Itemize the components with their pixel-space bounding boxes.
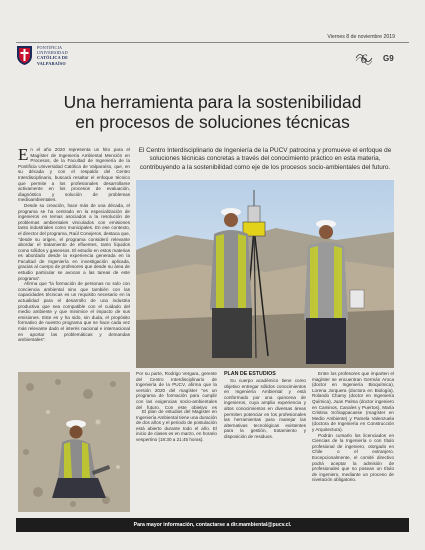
article-standfirst: El Centro Interdisciplinario de Ingeniería de la PUCV patrocina y promueve el enfoque de soluciones técnicas concretas a través del conocimiento práctico en esta materia, contribuyendo a la sostenibilidad como eje de los procesos socio-ambientales del futuro.: [138, 147, 392, 171]
contact-footer: Para mayor información, contactarse a dir.mambiental@pucv.cl.: [16, 518, 409, 532]
plan-heading: PLAN DE ESTUDIOS: [224, 371, 276, 377]
article-column-2-top: Por su parte, Rodrigo Vergara, gerente del Centro Interdisciplinario de Ingeniería de la PUCV, afirma que la versión 2020 del magíster "es un programa de formación para cumplir con las exigencias socio-ambientales del futuro. Con este objetivo es: [136, 371, 217, 409]
section-logo-icon: [354, 49, 374, 67]
article-headline: Una herramienta para la sostenibilidad en procesos de soluciones técnicas: [63, 92, 362, 132]
header-date: Viernes 8 de noviembre 2019: [327, 34, 395, 40]
pucv-logo: [16, 42, 76, 70]
article-column-2: El plan de estudios del Magíster en Ingeniería Ambiental tiene una duración de dos años y el periodo de postulación está abierto durante todo el año. El inicio de clases es en marzo, en horario vespertino (18:30 a 21:45 horas).: [136, 409, 217, 442]
section-logo-number: 6: [360, 51, 368, 66]
logo-wordmark: PONTIFICIA UNIVERSIDAD CATÓLICA DE VALPARAÍSO: [37, 45, 69, 66]
article-column-1: En el año 2020 representa un hito para el Magíster de Ingeniería Ambiental Mención en Procesos, de la Facultad de Ingeniería de la Pontificia Universidad Católica de Valparaíso, que, en su década y con el respaldo del Centro Interdisciplinario, buscará resaltar el enfoque técnico que permite a los profesionales desarrollarse activamente en los procesos de evaluación, diagnóstico y solución de problemas medioambientales. Desde su creación, hace más de una década, el programa se ha centrado en la especialización de ingenieros en temas asociados a la resolución de problemas ambientales vinculados con emisiones tanto industriales como municipales. En ese contexto, el director del programa, Raúl Conejeros, destaca que, "desde su origen, el programa consideró relevante abordar el tratamiento de efluentes, tanto líquidos como sólidos y gaseosos. El estudio en estos materias es abordado desde la experiencia generada en la Facultad de Ingeniería en investigación aplicada, gracias al cuerpo de profesores que desde su área de estudio particular se avocan a las tareas de este programa". Afirma que "la formación de personas no solo con conciencia ambiental sino que también con las capacidades técnicas es un requisito necesario en la actualidad para el desarrollo de una industria productiva que sea compatible con el cuidado del medio ambiente y que minimice el impacto de sus emisiones. Este es y ha sido, sin duda, el propósito formativo de nuestro programa que se hace cada vez más relevante dado el interés nacional e internacional en aportar las problemáticas y demandas ambientales".: [18, 147, 130, 343]
drop-cap: E: [18, 147, 29, 164]
secondary-photo-field-worker: [18, 372, 130, 512]
article-column-4: Entre los profesores que imparten el magíster se encuentran Germán Aroca (doctor en Ingeniería Bioquímica), Lorena Jorquera (doctora en Biología), Rolando Chamy (doctor en Ingeniería Química), Juan Palma (doctor ingeniero en Caminos, Canales y Puertos), María Cristina Schiappacasse (magíster en Medio Ambiente) y Pamela Valenzuela (doctora de Ingeniería en Construcción y Arquitectura). Podrán cursarlo los licenciados en Ciencias de la Ingeniería o con título profesional de ingeniero, otorgado en Chile o el extranjero. Excepcionalmente, el comité directivo podrá aceptar la admisión de profesionales que no posean un título de ingeniero, mediante un proceso de nivelación obligatorio.: [312, 371, 394, 483]
page-number: G9: [383, 54, 394, 63]
university-seal-icon: [16, 44, 33, 66]
article-column-3: PLAN DE ESTUDIOS Su cuerpo académico tiene como objetivo entregar sólidos conocimientos en Ingeniería Ambiental y está conformado por una quincena de ingenieros, cuya amplia experiencia y altos conocimientos en diversas áreas permiten potenciar en los profesionales las herramientas para manejar las alternativas tecnológicas existentes para la gestión, tratamiento y disposición de residuos.: [224, 371, 306, 439]
main-photo-technicians: [136, 180, 394, 368]
